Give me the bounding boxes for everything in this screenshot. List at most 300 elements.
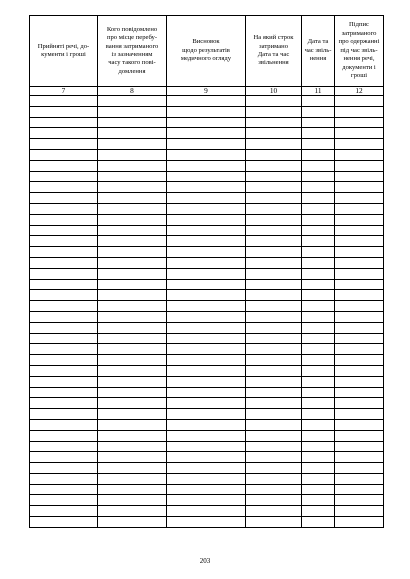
- table-cell[interactable]: [30, 106, 98, 117]
- table-cell[interactable]: [167, 517, 246, 528]
- table-cell[interactable]: [302, 376, 335, 387]
- table-cell[interactable]: [335, 365, 384, 376]
- table-cell[interactable]: [98, 517, 167, 528]
- table-cell[interactable]: [246, 149, 302, 160]
- register-table: [29, 15, 384, 528]
- table-cell[interactable]: [167, 106, 246, 117]
- table-row: [30, 96, 384, 107]
- table-cell[interactable]: [302, 149, 335, 160]
- table-cell[interactable]: [167, 409, 246, 420]
- table-cell[interactable]: [246, 171, 302, 182]
- table-row: [30, 409, 384, 420]
- table-cell[interactable]: [335, 236, 384, 247]
- table-cell[interactable]: [98, 333, 167, 344]
- table-cell[interactable]: [302, 96, 335, 107]
- table-cell[interactable]: [246, 301, 302, 312]
- column-header-8: [98, 16, 167, 87]
- table-cell[interactable]: [335, 214, 384, 225]
- table-cell[interactable]: [335, 506, 384, 517]
- table-row: [30, 236, 384, 247]
- table-cell[interactable]: [98, 203, 167, 214]
- table-cell[interactable]: [98, 182, 167, 193]
- table-cell[interactable]: [302, 236, 335, 247]
- table-cell[interactable]: [30, 441, 98, 452]
- table-cell[interactable]: [98, 290, 167, 301]
- table-row: [30, 452, 384, 463]
- table-row: [30, 106, 384, 117]
- table-cell[interactable]: [30, 203, 98, 214]
- table-cell[interactable]: [167, 96, 246, 107]
- table-cell[interactable]: [98, 398, 167, 409]
- table-cell[interactable]: [246, 139, 302, 150]
- table-cell[interactable]: [302, 214, 335, 225]
- table-cell[interactable]: [335, 409, 384, 420]
- table-cell[interactable]: [30, 506, 98, 517]
- table-cell[interactable]: [98, 117, 167, 128]
- table-cell[interactable]: [335, 257, 384, 268]
- table-cell[interactable]: [335, 387, 384, 398]
- table-cell[interactable]: [98, 236, 167, 247]
- table-cell[interactable]: [30, 236, 98, 247]
- table-row: [30, 311, 384, 322]
- table-cell[interactable]: [246, 214, 302, 225]
- table-cell[interactable]: [98, 463, 167, 474]
- table-cell[interactable]: [167, 322, 246, 333]
- table-cell[interactable]: [167, 463, 246, 474]
- table-cell[interactable]: [167, 203, 246, 214]
- header-line: кументи і гроші: [41, 51, 86, 58]
- table-cell[interactable]: [335, 430, 384, 441]
- table-cell[interactable]: [246, 495, 302, 506]
- header-line: нення речі,: [343, 55, 375, 63]
- column-header-11: [302, 16, 335, 87]
- table-cell[interactable]: [98, 96, 167, 107]
- table-cell[interactable]: [246, 182, 302, 193]
- table-cell[interactable]: [246, 193, 302, 204]
- table-cell[interactable]: [98, 279, 167, 290]
- table-cell[interactable]: [246, 160, 302, 171]
- table-cell[interactable]: [167, 193, 246, 204]
- table-row: [30, 463, 384, 474]
- table-cell[interactable]: [30, 355, 98, 366]
- table-cell[interactable]: [246, 452, 302, 463]
- table-cell[interactable]: [246, 128, 302, 139]
- table-cell[interactable]: [335, 290, 384, 301]
- table-cell[interactable]: [167, 484, 246, 495]
- table-cell[interactable]: [335, 149, 384, 160]
- table-cell[interactable]: [246, 106, 302, 117]
- table-cell[interactable]: [30, 139, 98, 150]
- header-line: час звіль-: [304, 46, 332, 54]
- header-line: нення: [309, 55, 327, 63]
- table-cell[interactable]: [335, 279, 384, 290]
- table-cell[interactable]: [98, 128, 167, 139]
- table-cell[interactable]: [246, 473, 302, 484]
- table-cell[interactable]: [30, 463, 98, 474]
- table-cell[interactable]: [30, 117, 98, 128]
- table-cell[interactable]: [98, 171, 167, 182]
- table-cell[interactable]: [98, 257, 167, 268]
- table-cell[interactable]: [98, 344, 167, 355]
- table-cell[interactable]: [246, 484, 302, 495]
- header-line: гроші: [350, 72, 368, 80]
- table-cell[interactable]: [302, 301, 335, 312]
- table-cell[interactable]: [167, 257, 246, 268]
- table-cell[interactable]: [98, 387, 167, 398]
- table-cell[interactable]: [246, 376, 302, 387]
- table-cell[interactable]: [302, 495, 335, 506]
- header-line: із зазначенням: [111, 51, 153, 58]
- table-cell[interactable]: [30, 311, 98, 322]
- table-row: [30, 139, 384, 150]
- column-number-11: 11: [302, 87, 335, 96]
- table-row: [30, 333, 384, 344]
- table-cell[interactable]: [302, 398, 335, 409]
- table-cell[interactable]: [30, 225, 98, 236]
- table-cell[interactable]: [30, 517, 98, 528]
- column-header-7: [30, 16, 98, 87]
- table-cell[interactable]: [98, 473, 167, 484]
- table-row: [30, 128, 384, 139]
- table-row: [30, 506, 384, 517]
- table-cell[interactable]: [30, 333, 98, 344]
- header-line: медичного огляду: [180, 55, 232, 63]
- table-cell[interactable]: [246, 247, 302, 258]
- table-cell[interactable]: [335, 96, 384, 107]
- table-cell[interactable]: [246, 225, 302, 236]
- table-row: [30, 225, 384, 236]
- column-number-7: 7: [30, 87, 98, 96]
- table-cell[interactable]: [167, 279, 246, 290]
- table-cell[interactable]: [98, 430, 167, 441]
- table-cell[interactable]: [98, 149, 167, 160]
- column-header-10: [246, 16, 302, 87]
- table-cell[interactable]: [302, 182, 335, 193]
- table-cell[interactable]: [98, 268, 167, 279]
- table-cell[interactable]: [246, 279, 302, 290]
- header-line: затримано: [258, 42, 289, 50]
- table-cell[interactable]: [302, 365, 335, 376]
- table-cell[interactable]: [302, 193, 335, 204]
- table-cell[interactable]: [302, 203, 335, 214]
- table-cell[interactable]: [246, 463, 302, 474]
- table-cell[interactable]: [167, 236, 246, 247]
- table-cell[interactable]: [30, 365, 98, 376]
- table-cell[interactable]: [335, 376, 384, 387]
- table-row: [30, 365, 384, 376]
- table-cell[interactable]: [335, 106, 384, 117]
- table-cell[interactable]: [246, 268, 302, 279]
- table-cell[interactable]: [167, 268, 246, 279]
- table-cell[interactable]: [98, 376, 167, 387]
- table-cell[interactable]: [335, 344, 384, 355]
- table-cell[interactable]: [167, 290, 246, 301]
- table-cell[interactable]: [335, 203, 384, 214]
- table-cell[interactable]: [335, 182, 384, 193]
- table-cell[interactable]: [30, 160, 98, 171]
- table-cell[interactable]: [302, 257, 335, 268]
- table-cell[interactable]: [30, 473, 98, 484]
- table-cell[interactable]: [30, 268, 98, 279]
- table-cell[interactable]: [246, 387, 302, 398]
- header-line: Прийняті речі, до-: [37, 42, 90, 50]
- table-cell[interactable]: [246, 409, 302, 420]
- table-cell[interactable]: [335, 117, 384, 128]
- table-cell[interactable]: [167, 473, 246, 484]
- table-cell[interactable]: [246, 96, 302, 107]
- table-cell[interactable]: [302, 441, 335, 452]
- table-cell[interactable]: [302, 225, 335, 236]
- table-row: [30, 484, 384, 495]
- header-line: під час звіль-: [340, 46, 378, 54]
- table-cell[interactable]: [30, 182, 98, 193]
- table-cell[interactable]: [167, 214, 246, 225]
- table-cell[interactable]: [98, 452, 167, 463]
- header-line: Підпис: [349, 21, 369, 29]
- table-cell[interactable]: [335, 495, 384, 506]
- table-cell[interactable]: [167, 355, 246, 366]
- table-cell[interactable]: [30, 376, 98, 387]
- table-cell[interactable]: [98, 139, 167, 150]
- table-cell[interactable]: [335, 463, 384, 474]
- table-cell[interactable]: [167, 301, 246, 312]
- table-cell[interactable]: [167, 311, 246, 322]
- table-cell[interactable]: [246, 117, 302, 128]
- table-row: [30, 355, 384, 366]
- table-cell[interactable]: [30, 344, 98, 355]
- table-cell[interactable]: [302, 517, 335, 528]
- table-cell[interactable]: [302, 463, 335, 474]
- table-cell[interactable]: [98, 322, 167, 333]
- table-cell[interactable]: [335, 128, 384, 139]
- table-row: [30, 279, 384, 290]
- table-cell[interactable]: [246, 333, 302, 344]
- table-cell[interactable]: [335, 473, 384, 484]
- table-cell[interactable]: [302, 430, 335, 441]
- table-cell[interactable]: [167, 376, 246, 387]
- table-cell[interactable]: [167, 225, 246, 236]
- table-cell[interactable]: [167, 452, 246, 463]
- table-cell[interactable]: [167, 441, 246, 452]
- table-cell[interactable]: [246, 203, 302, 214]
- table-cell[interactable]: [302, 344, 335, 355]
- table-cell[interactable]: [98, 214, 167, 225]
- header-line: Кого повідомлено: [106, 25, 158, 33]
- table-cell[interactable]: [167, 495, 246, 506]
- table-cell[interactable]: [335, 139, 384, 150]
- table-cell[interactable]: [335, 247, 384, 258]
- table-cell[interactable]: [98, 193, 167, 204]
- table-cell[interactable]: [167, 139, 246, 150]
- table-cell[interactable]: [30, 430, 98, 441]
- table-cell[interactable]: [167, 117, 246, 128]
- table-cell[interactable]: [167, 333, 246, 344]
- table-cell[interactable]: [246, 311, 302, 322]
- table-cell[interactable]: [30, 419, 98, 430]
- table-cell[interactable]: [335, 419, 384, 430]
- table-cell[interactable]: [246, 441, 302, 452]
- table-cell[interactable]: [30, 171, 98, 182]
- table-cell[interactable]: [335, 160, 384, 171]
- table-row: [30, 214, 384, 225]
- table-cell[interactable]: [30, 301, 98, 312]
- table-cell[interactable]: [98, 247, 167, 258]
- table-cell[interactable]: [335, 398, 384, 409]
- header-line: Дата та: [307, 38, 329, 46]
- table-cell[interactable]: [302, 290, 335, 301]
- table-cell[interactable]: [98, 301, 167, 312]
- table-cell[interactable]: [246, 419, 302, 430]
- table-cell[interactable]: [302, 106, 335, 117]
- column-number-row: [30, 87, 384, 96]
- table-cell[interactable]: [246, 506, 302, 517]
- table-row: [30, 193, 384, 204]
- table-cell[interactable]: [302, 333, 335, 344]
- table-cell[interactable]: [246, 398, 302, 409]
- table-row: [30, 268, 384, 279]
- table-cell[interactable]: [98, 106, 167, 117]
- table-cell[interactable]: [335, 484, 384, 495]
- table-cell[interactable]: [167, 247, 246, 258]
- table-cell[interactable]: [302, 311, 335, 322]
- table-row: [30, 290, 384, 301]
- table-cell[interactable]: [98, 160, 167, 171]
- table-cell[interactable]: [302, 419, 335, 430]
- table-cell[interactable]: [302, 128, 335, 139]
- table-row: [30, 419, 384, 430]
- table-cell[interactable]: [167, 506, 246, 517]
- table-cell[interactable]: [98, 355, 167, 366]
- table-cell[interactable]: [302, 139, 335, 150]
- table-cell[interactable]: [335, 193, 384, 204]
- table-cell[interactable]: [30, 247, 98, 258]
- table-cell[interactable]: [98, 225, 167, 236]
- table-cell[interactable]: [167, 171, 246, 182]
- table-row: [30, 301, 384, 312]
- table-row: [30, 160, 384, 171]
- table-cell[interactable]: [98, 311, 167, 322]
- table-cell[interactable]: [246, 290, 302, 301]
- table-cell[interactable]: [302, 409, 335, 420]
- table-cell[interactable]: [246, 355, 302, 366]
- table-cell[interactable]: [335, 333, 384, 344]
- table-row: [30, 149, 384, 160]
- table-cell[interactable]: [335, 171, 384, 182]
- table-cell[interactable]: [246, 430, 302, 441]
- table-cell[interactable]: [302, 452, 335, 463]
- table-cell[interactable]: [98, 409, 167, 420]
- table-cell[interactable]: [98, 419, 167, 430]
- table-cell[interactable]: [302, 117, 335, 128]
- table-row: [30, 257, 384, 268]
- table-cell[interactable]: [335, 301, 384, 312]
- table-cell[interactable]: [30, 257, 98, 268]
- table-row: [30, 387, 384, 398]
- table-cell[interactable]: [335, 441, 384, 452]
- table-cell[interactable]: [30, 128, 98, 139]
- table-cell[interactable]: [302, 322, 335, 333]
- table-cell[interactable]: [246, 517, 302, 528]
- table-cell[interactable]: [98, 495, 167, 506]
- table-cell[interactable]: [167, 149, 246, 160]
- table-cell[interactable]: [246, 344, 302, 355]
- table-cell[interactable]: [167, 365, 246, 376]
- table-cell[interactable]: [30, 214, 98, 225]
- table-cell[interactable]: [30, 322, 98, 333]
- table-cell[interactable]: [30, 484, 98, 495]
- table-cell[interactable]: [335, 452, 384, 463]
- table-cell[interactable]: [302, 484, 335, 495]
- table-cell[interactable]: [98, 484, 167, 495]
- table-cell[interactable]: [302, 247, 335, 258]
- table-cell[interactable]: [30, 96, 98, 107]
- table-cell[interactable]: [167, 398, 246, 409]
- table-row: [30, 495, 384, 506]
- table-cell[interactable]: [98, 365, 167, 376]
- table-cell[interactable]: [335, 225, 384, 236]
- table-row: [30, 517, 384, 528]
- table-cell[interactable]: [302, 268, 335, 279]
- table-cell[interactable]: [30, 409, 98, 420]
- table-cell[interactable]: [167, 344, 246, 355]
- column-number-9: 9: [167, 87, 246, 96]
- table-cell[interactable]: [98, 441, 167, 452]
- table-cell[interactable]: [167, 387, 246, 398]
- table-cell[interactable]: [167, 128, 246, 139]
- table-row: [30, 203, 384, 214]
- table-cell[interactable]: [98, 506, 167, 517]
- table-cell[interactable]: [30, 279, 98, 290]
- header-line: звільнення: [258, 59, 289, 67]
- table-cell[interactable]: [246, 236, 302, 247]
- table-cell[interactable]: [167, 419, 246, 430]
- table-cell[interactable]: [335, 322, 384, 333]
- table-cell[interactable]: [30, 452, 98, 463]
- table-cell[interactable]: [335, 517, 384, 528]
- table-cell[interactable]: [302, 473, 335, 484]
- table-cell[interactable]: [167, 182, 246, 193]
- table-row: [30, 322, 384, 333]
- column-header-9: [167, 16, 246, 87]
- table-cell[interactable]: [302, 279, 335, 290]
- table-cell[interactable]: [167, 160, 246, 171]
- table-cell[interactable]: [302, 171, 335, 182]
- header-line: про місце перебу-: [106, 34, 158, 42]
- table-cell[interactable]: [246, 365, 302, 376]
- table-cell[interactable]: [30, 290, 98, 301]
- page-number: 203: [199, 557, 211, 565]
- table-cell[interactable]: [246, 257, 302, 268]
- table-cell[interactable]: [302, 355, 335, 366]
- table-cell[interactable]: [167, 430, 246, 441]
- table-cell[interactable]: [246, 322, 302, 333]
- column-number-8: 8: [98, 87, 167, 96]
- table-cell[interactable]: [302, 160, 335, 171]
- header-row: [30, 16, 384, 87]
- table-row: [30, 247, 384, 258]
- table-cell[interactable]: [30, 387, 98, 398]
- table-cell[interactable]: [335, 268, 384, 279]
- table-cell[interactable]: [302, 387, 335, 398]
- table-cell[interactable]: [30, 149, 98, 160]
- table-cell[interactable]: [30, 193, 98, 204]
- table-cell[interactable]: [302, 506, 335, 517]
- table-cell[interactable]: [335, 311, 384, 322]
- table-cell[interactable]: [30, 495, 98, 506]
- column-number-10: 10: [246, 87, 302, 96]
- table-cell[interactable]: [335, 355, 384, 366]
- table-cell[interactable]: [30, 398, 98, 409]
